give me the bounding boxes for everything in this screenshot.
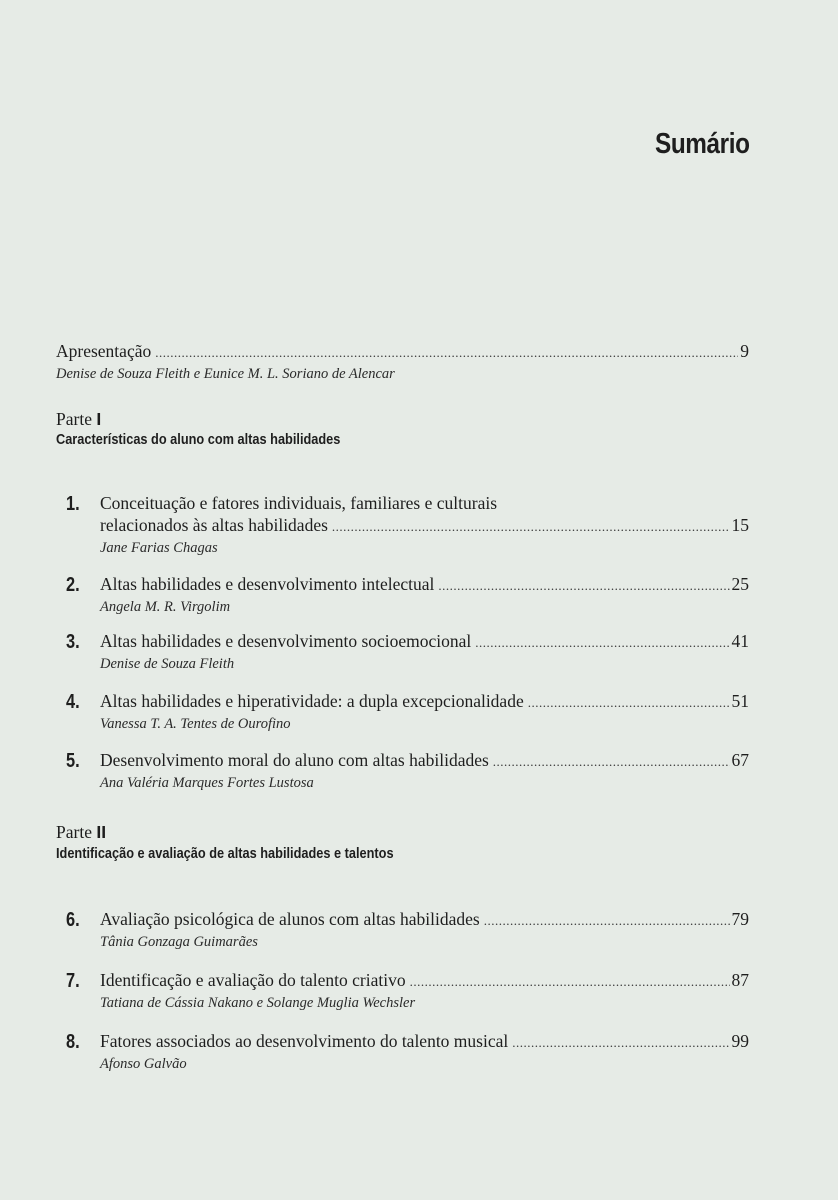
leader-dots xyxy=(512,1032,729,1054)
page-number: 79 xyxy=(731,909,749,929)
toc-line xyxy=(100,969,749,993)
toc-line xyxy=(100,908,749,932)
page-number: 67 xyxy=(731,750,749,770)
chapter-number: 4. xyxy=(66,691,80,713)
leader-dots xyxy=(484,910,730,932)
toc-chapter xyxy=(56,492,749,558)
part-title: Identificação e avaliação de altas habilidades e talentos xyxy=(56,846,394,862)
part-label xyxy=(56,822,106,843)
toc-line xyxy=(100,630,749,654)
chapter-number: 3. xyxy=(66,631,80,653)
toc-chapter xyxy=(56,573,749,617)
leader-dots xyxy=(410,971,730,993)
toc-chapter xyxy=(56,690,749,734)
toc-line xyxy=(100,492,749,514)
page-number: 87 xyxy=(731,970,749,990)
chapter-number: 2. xyxy=(66,574,80,596)
chapter-number: 8. xyxy=(66,1031,80,1053)
toc-chapter xyxy=(56,969,749,1013)
entry-authors: Denise de Souza Fleith e Eunice M. L. Soriano de Alencar xyxy=(56,366,395,382)
page-number: 9 xyxy=(740,341,749,361)
chapter-title: relacionados às altas habilidades xyxy=(100,515,328,535)
part-label xyxy=(56,409,101,430)
chapter-number: 1. xyxy=(66,493,80,515)
leader-dots xyxy=(438,575,729,597)
chapter-title-line1: Conceituação e fatores individuais, familiares e culturais xyxy=(100,493,498,513)
chapter-authors: Vanessa T. A. Tentes de Ourofino xyxy=(100,716,291,732)
chapter-authors: Jane Farias Chagas xyxy=(100,540,218,556)
toc-chapter xyxy=(56,908,749,952)
toc-line xyxy=(100,690,749,714)
chapter-authors: Tatiana de Cássia Nakano e Solange Muglia Wechsler xyxy=(100,995,416,1011)
leader-dots xyxy=(493,751,730,773)
leader-dots xyxy=(475,632,729,654)
leader-dots xyxy=(155,342,738,364)
toc-line xyxy=(100,1030,749,1054)
chapter-number: 6. xyxy=(66,909,80,931)
chapter-title: Fatores associados ao desenvolvimento do talento musical xyxy=(100,1031,509,1051)
toc-line xyxy=(100,749,749,773)
chapter-title: Avaliação psicológica de alunos com altas habilidades xyxy=(100,909,480,929)
page-number: 15 xyxy=(731,515,749,535)
toc-chapter xyxy=(56,749,749,793)
chapter-title: Desenvolvimento moral do aluno com altas habilidades xyxy=(100,750,489,770)
page-number: 25 xyxy=(731,574,749,594)
toc-line xyxy=(100,514,749,538)
chapter-title: Altas habilidades e desenvolvimento intelectual xyxy=(100,574,435,594)
toc-line xyxy=(100,573,749,597)
chapter-number: 7. xyxy=(66,970,80,992)
part-numeral: I xyxy=(96,409,102,429)
leader-dots xyxy=(332,516,730,538)
chapter-authors: Ana Valéria Marques Fortes Lustosa xyxy=(100,775,314,791)
toc-entry-intro xyxy=(56,340,749,384)
toc-line xyxy=(56,340,749,364)
toc-chapter xyxy=(56,630,749,674)
chapter-title: Altas habilidades e desenvolvimento socioemocional xyxy=(100,631,472,651)
chapter-authors: Angela M. R. Virgolim xyxy=(100,599,231,615)
part-word: Parte xyxy=(56,822,92,842)
page-number: 51 xyxy=(731,691,749,711)
part-word: Parte xyxy=(56,409,92,429)
part-title: Características do aluno com altas habilidades xyxy=(56,432,341,448)
chapter-title: Identificação e avaliação do talento criativo xyxy=(100,970,406,990)
leader-dots xyxy=(528,692,730,714)
chapter-authors: Denise de Souza Fleith xyxy=(100,656,235,672)
chapter-authors: Afonso Galvão xyxy=(100,1056,187,1072)
entry-title: Apresentação xyxy=(56,341,152,361)
page-number: 41 xyxy=(731,631,749,651)
toc-chapter xyxy=(56,1030,749,1074)
part-numeral: II xyxy=(96,822,107,842)
chapter-number: 5. xyxy=(66,750,80,772)
chapter-authors: Tânia Gonzaga Guimarães xyxy=(100,934,258,950)
chapter-title: Altas habilidades e hiperatividade: a dupla excepcionalidade xyxy=(100,691,524,711)
page-title: Sumário xyxy=(655,128,750,160)
page-number: 99 xyxy=(731,1031,749,1051)
